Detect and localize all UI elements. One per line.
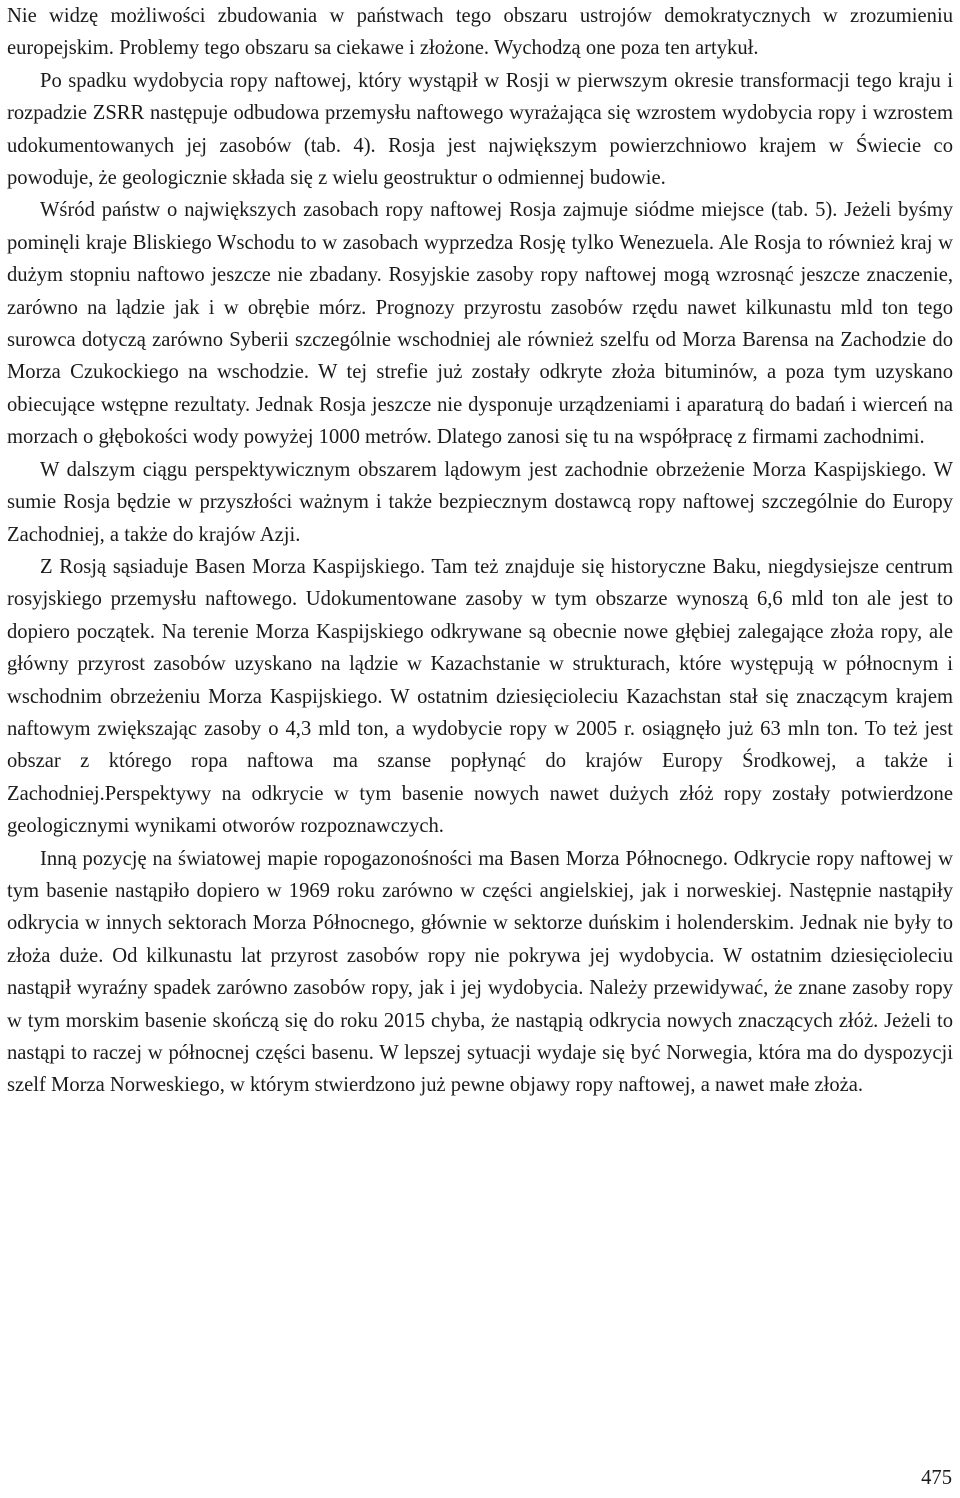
page-number: 475 (921, 1467, 952, 1489)
paragraph-5: Z Rosją sąsiaduje Basen Morza Kaspijskiego. Tam też znajduje się historyczne Baku, niegdysiejsze centrum rosyjskiego przemysłu naftowego. Udokumentowane zasoby w tym obszarze wynoszą 6,6 mld ton ale jest to dopiero początek. Na terenie Morza Kaspijskiego odkrywane są obecnie nowe głębiej zalegające złoża ropy, ale główny przyrost zasobów uzyskano na lądzie w Kazachstanie w strukturach, które występują w północnym i wschodnim obrzeżeniu Morza Kaspijskiego. W ostatnim dziesięcioleciu Kazachstan stał się znaczącym krajem naftowym zwiększając zasoby o 4,3 mld ton, a wydobycie ropy w 2005 r. osiągnęło już 63 mln ton. To też jest obszar z którego ropa naftowa ma szanse popłynąć do krajów Europy Środkowej, a także i Zachodniej.Perspektywy na odkrycie w tym basenie nowych nawet dużych złóż ropy zostały potwierdzone geologicznymi wynikami otworów rozpoznawczych. (7, 555, 953, 838)
paragraph-4: W dalszym ciągu perspektywicznym obszarem lądowym jest zachodnie obrzeżenie Morza Kaspijskiego. W sumie Rosja będzie w przyszłości ważnym i także bezpiecznym dostawcą ropy naftowej szczególnie do Europy Zachodniej, a także do krajów Azji. (7, 458, 953, 546)
paragraph-1: Nie widzę możliwości zbudowania w państwach tego obszaru ustrojów demokratycznych w zrozumieniu europejskim. Problemy tego obszaru sa ciekawe i złożone. Wychodzą one poza ten artykuł. (7, 5, 953, 60)
paragraph-3: Wśród państw o największych zasobach ropy naftowej Rosja zajmuje siódme miejsce (tab. 5). Jeżeli byśmy pominęli kraje Bliskiego Wschodu to w zasobach wyprzedza Rosję tylko Wenezuela. Ale Rosja to również kraj w dużym stopniu naftowo jeszcze nie zbadany. Rosyjskie zasoby ropy naftowej mogą wzrosnąć jeszcze znaczenie, zarówno na lądzie jak i w obrębie mórz. Prognozy przyrostu zasobów rzędu nawet kilkunastu mld ton tego surowca dotyczą zarówno Syberii szczególnie wschodniej ale również szelfu od Morza Barensa na Zachodzie do Morza Czukockiego na wschodzie. W tej strefie już zostały odkryte złoża bituminów, a poza tym uzyskano obiecujące wstępne rezultaty. Jednak Rosja jeszcze nie dysponuje urządzeniami i aparaturą do badań i wierceń na morzach o głębokości wody powyżej 1000 metrów. Dlatego zanosi się tu na współpracę z firmami zachodnimi. (7, 199, 953, 449)
paragraph-2: Po spadku wydobycia ropy naftowej, który wystąpił w Rosji w pierwszym okresie transformacji tego kraju i rozpadzie ZSRR następuje odbudowa przemysłu naftowego wyrażająca się wzrostem wydobycia ropy i wzrostem udokumentowanych jej zasobów (tab. 4). Rosja jest największym powierzchniowo krajem w Świecie co powoduje, że geologicznie składa się z wielu geostruktur o odmiennej budowie. (7, 69, 953, 190)
paragraph-6: Inną pozycję na światowej mapie ropogazonośności ma Basen Morza Północnego. Odkrycie ropy naftowej w tym basenie nastąpiło dopiero w 1969 roku zarówno w części angielskiej, jak i norweskiej. Następnie nastąpiły odkrycia w innych sektorach Morza Północnego, głównie w sektorze duńskim i holenderskim. Jednak nie były to złoża duże. Od kilkunastu lat przyrost zasobów ropy nie pokrywa jej wydobycia. W ostatnim dziesięcioleciu nastąpił wyraźny spadek zarówno zasobów ropy, jak i jej wydobycia. Należy przewidywać, że znane zasoby ropy w tym morskim basenie skończą się do roku 2015 chyba, że nastąpią odkrycia nowych znaczących złóż. Jeżeli to nastąpi to raczej w północnej części basenu. W lepszej sytuacji wydaje się być Norwegia, która ma do dyspozycji szelf Morza Norweskiego, w którym stwierdzono już pewne objawy ropy naftowej, a nawet małe złoża. (7, 847, 953, 1097)
document-body (7, 0, 953, 1102)
